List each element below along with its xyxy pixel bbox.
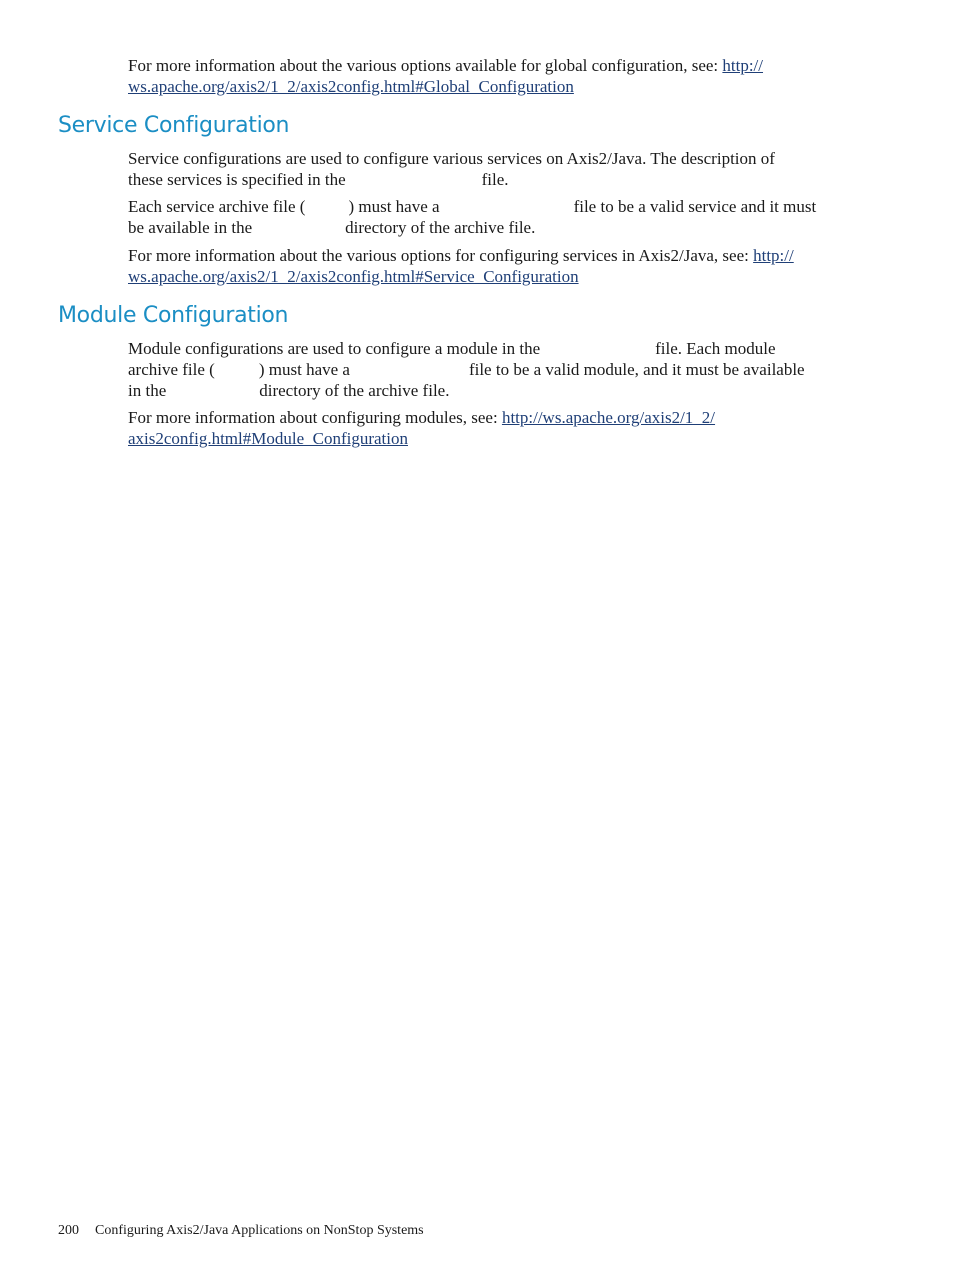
module-config-link[interactable]: http://ws.apache.org/axis2/1_2/ axis2config.html#Module_Configuration <box>128 408 716 448</box>
service-info-text: For more information about the various options for configuring services in Axis2/Java, see: <box>128 246 754 265</box>
module-info-text: For more information about configuring modules, see: <box>128 408 502 427</box>
global-config-paragraph <box>128 55 868 97</box>
service-p1-line2: these services is specified in the file. <box>128 170 509 189</box>
global-config-link[interactable]: http:// ws.apache.org/axis2/1_2/axis2config.html#Global_Configuration <box>128 56 764 96</box>
module-p1-line2: archive file ( ) must have a file to be a valid module, and it must be available <box>128 360 805 379</box>
module-config-paragraph-1 <box>128 338 868 401</box>
module-config-paragraph-2 <box>128 407 868 449</box>
module-config-heading: Module Configuration <box>58 303 289 328</box>
service-p2-line2: be available in the directory of the archive file. <box>128 218 536 237</box>
service-p2-line1: Each service archive file ( ) must have a file to be a valid service and it must <box>128 197 817 216</box>
global-config-text: For more information about the various options available for global configuration, see: <box>128 56 723 75</box>
service-config-paragraph-1 <box>128 148 868 190</box>
service-config-link[interactable]: http:// ws.apache.org/axis2/1_2/axis2config.html#Service_Configuration <box>128 246 794 286</box>
service-p1-line1: Service configurations are used to configure various services on Axis2/Java. The description of <box>128 149 775 168</box>
footer-title: Configuring Axis2/Java Applications on NonStop Systems <box>95 1223 424 1238</box>
page-footer <box>58 1222 424 1240</box>
service-config-heading: Service Configuration <box>58 113 290 138</box>
module-p1-line1: Module configurations are used to configure a module in the file. Each module <box>128 339 776 358</box>
module-p1-line3: in the directory of the archive file. <box>128 381 450 400</box>
page-number: 200 <box>58 1223 79 1238</box>
service-config-paragraph-2 <box>128 196 868 238</box>
service-config-paragraph-3 <box>128 245 868 287</box>
